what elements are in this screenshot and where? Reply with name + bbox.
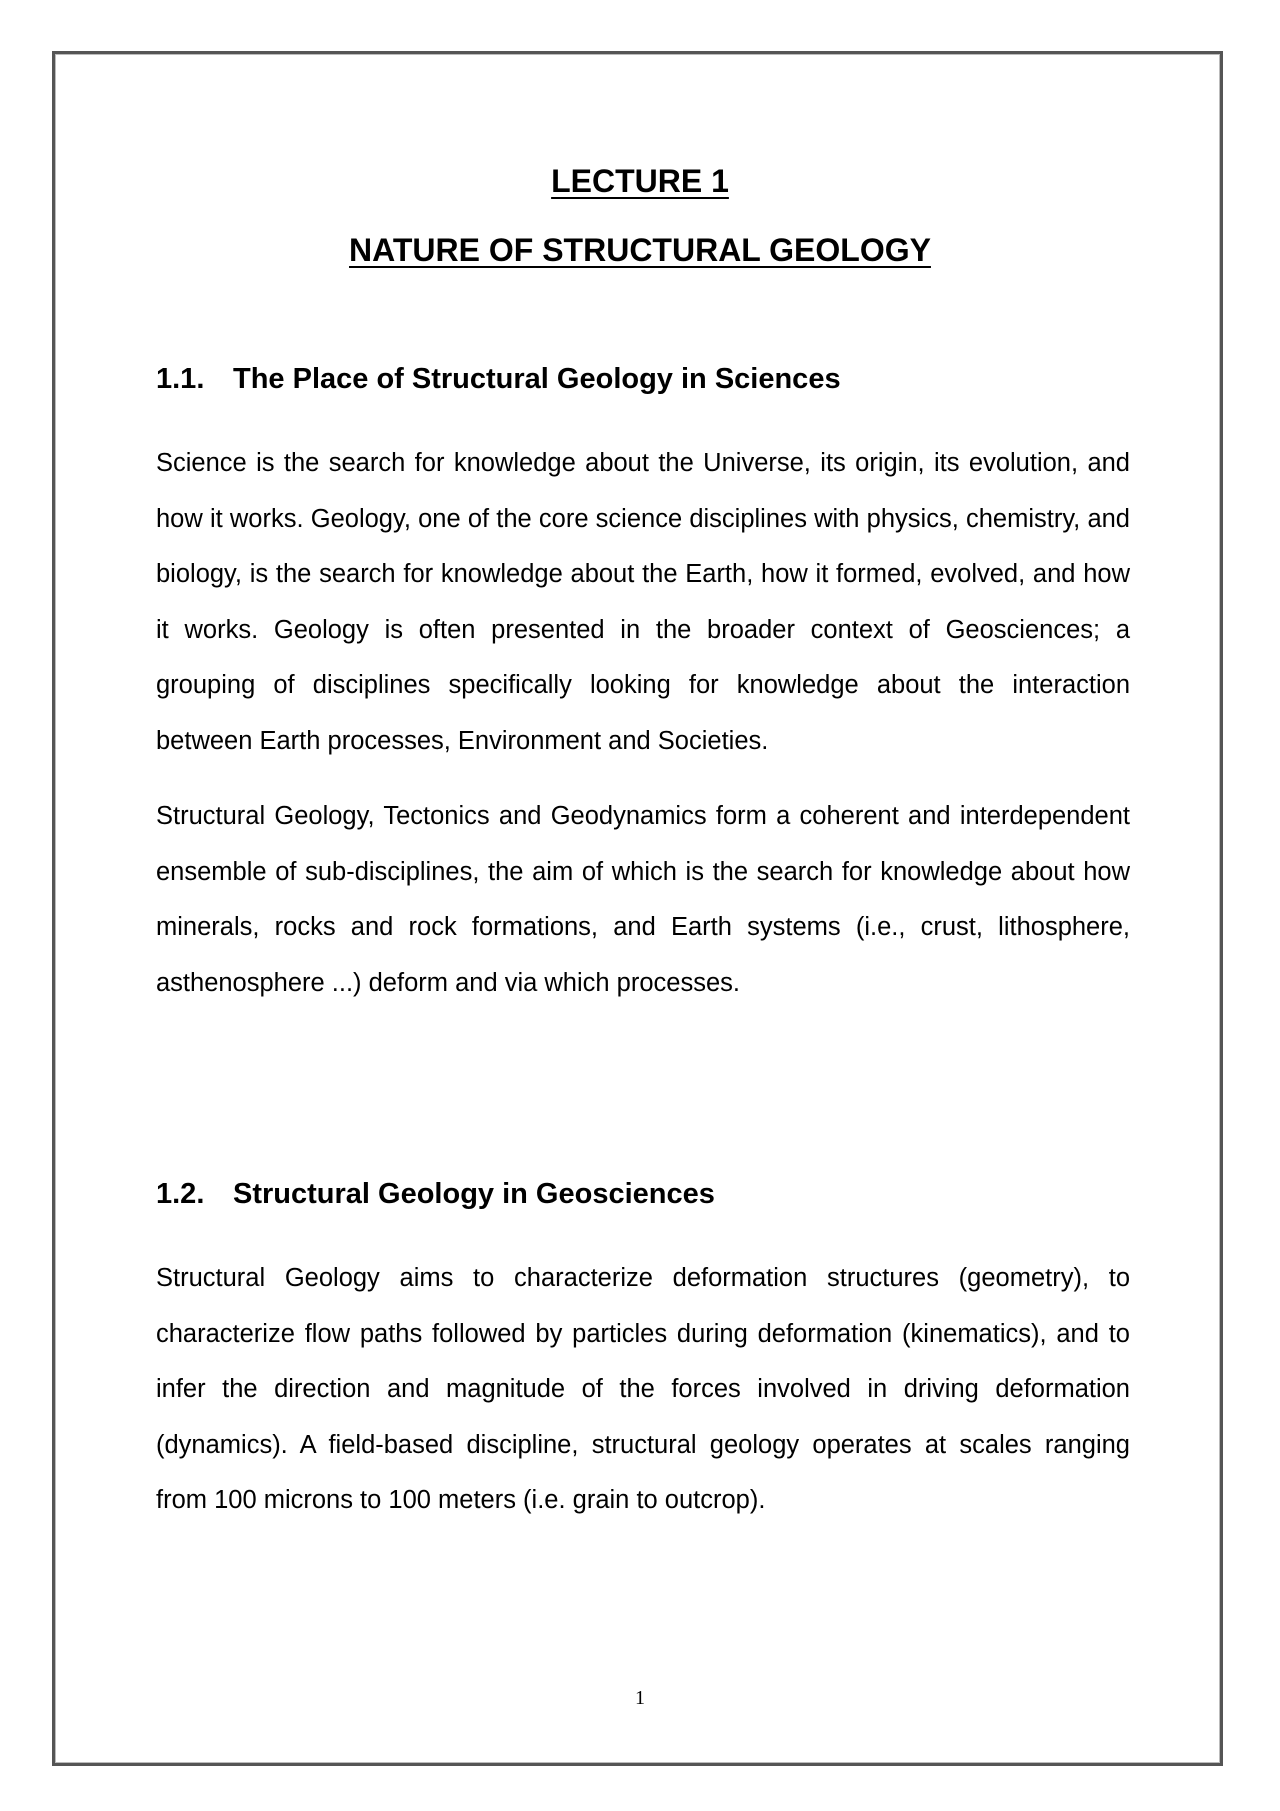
lecture-subtitle: NATURE OF STRUCTURAL GEOLOGY — [349, 232, 931, 268]
paragraph: Science is the search for knowledge about the Universe, its origin, its evolution, and how it works. Geology, one of the core science disciplines with physics, chemistry, and biology, is the search for knowledge about the Earth, how it formed, evolved, and how it works. Geology is often presented in the broader context of Geosciences; a grouping of disciplines specifically looking for knowledge about the interaction between Earth processes, Environment and Societies. — [156, 449, 1130, 755]
lecture-title: LECTURE 1 — [551, 163, 729, 199]
section-number: 1.2. — [156, 1178, 205, 1210]
paragraph: Structural Geology, Tectonics and Geodynamics form a coherent and interdependent ensemble of sub-disciplines, the aim of which is the search for knowledge about how minerals, rocks and rock formations, and Earth systems (i.e., crust, lithosphere, asthenosphere ...) deform and via which processes. — [156, 802, 1130, 997]
section-heading — [156, 365, 1130, 394]
section-1-2 — [156, 1180, 1130, 1529]
page-number: 1 — [635, 1687, 645, 1709]
section-number: 1.1. — [156, 363, 205, 395]
paragraph: Structural Geology aims to characterize deformation structures (geometry), to characterize flow paths followed by particles during deformation (kinematics), and to infer the direction and magnitude of the forces involved in driving deformation (dynamics). A field-based discipline, structural geology operates at scales ranging from 100 microns to 100 meters (i.e. grain to outcrop). — [156, 1264, 1130, 1514]
section-1-1 — [156, 365, 1130, 1011]
section-title: Structural Geology in Geosciences — [233, 1178, 715, 1210]
section-heading — [156, 1180, 1130, 1209]
section-title: The Place of Structural Geology in Sciences — [233, 363, 841, 395]
